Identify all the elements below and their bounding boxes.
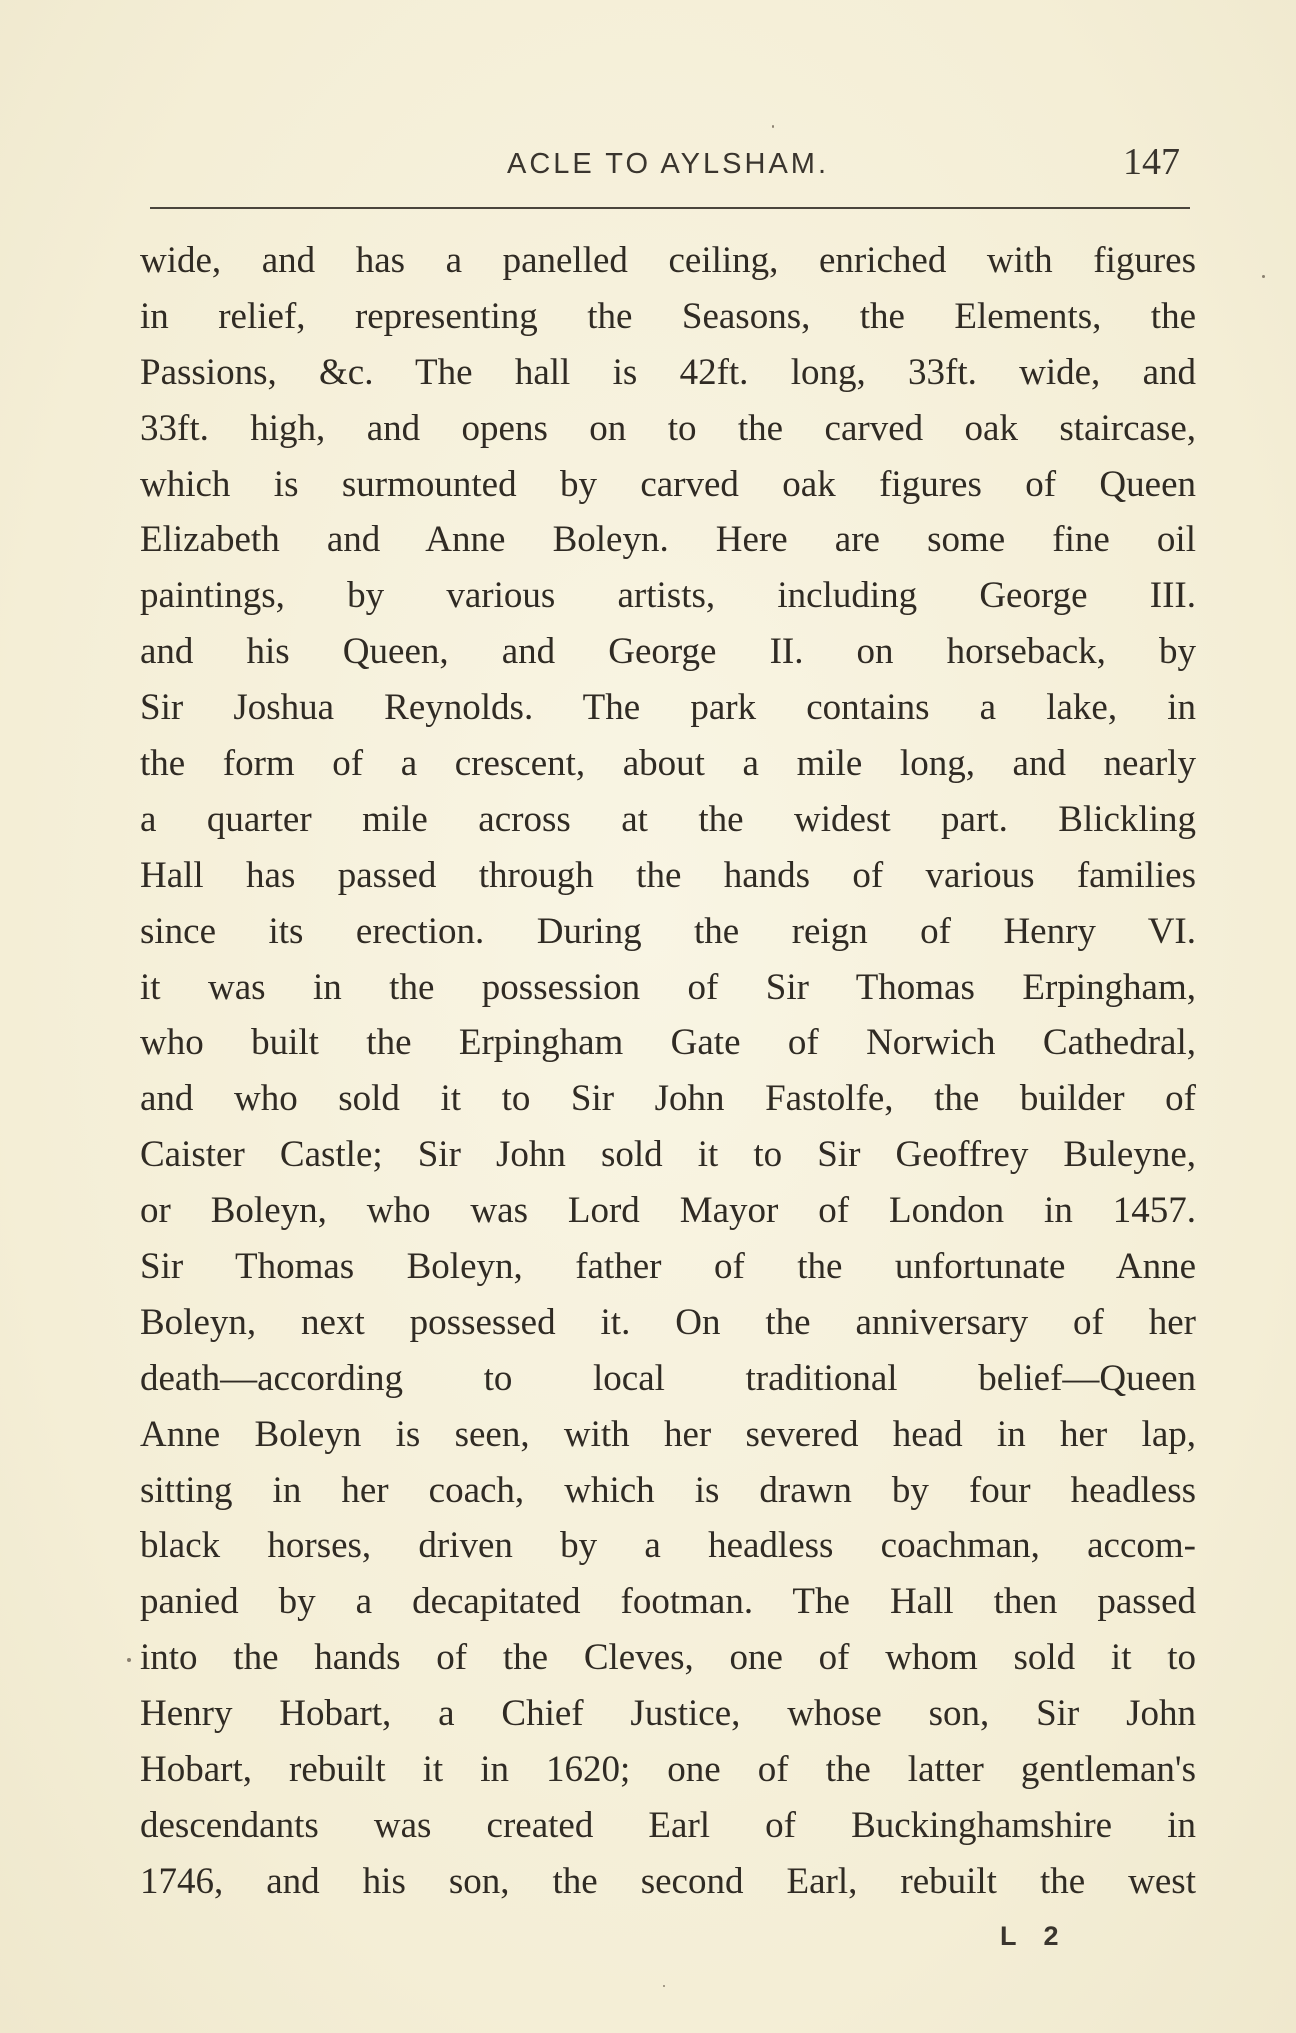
text-line: and who sold it to Sir John Fastolfe, the builder of	[140, 1078, 1196, 1120]
text-line: Anne Boleyn is seen, with her severed head in her lap,	[140, 1413, 1196, 1455]
body-text	[140, 233, 1196, 1910]
text-line: Sir Thomas Boleyn, father of the unfortunate Anne	[140, 1246, 1196, 1288]
text-line: 1746, and his son, the second Earl, rebuilt the west	[140, 1860, 1196, 1902]
paper-speck	[663, 1985, 665, 1987]
text-line: paintings, by various artists, including George III.	[140, 575, 1196, 617]
paper-speck	[772, 125, 774, 128]
text-line: Hobart, rebuilt it in 1620; one of the latter gentleman's	[140, 1749, 1196, 1791]
text-line: who built the Erpingham Gate of Norwich Cathedral,	[140, 1022, 1196, 1064]
text-line: Henry Hobart, a Chief Justice, whose son, Sir John	[140, 1693, 1196, 1735]
text-line: death—according to local traditional belief—Queen	[140, 1357, 1196, 1399]
running-title: ACLE TO AYLSHAM.	[507, 148, 829, 180]
header-rule	[150, 207, 1190, 209]
paper-speck	[1262, 275, 1265, 278]
text-line: 33ft. high, and opens on to the carved oak staircase,	[140, 407, 1196, 449]
text-line: Elizabeth and Anne Boleyn. Here are some fine oil	[140, 519, 1196, 561]
text-line: wide, and has a panelled ceiling, enriched with figures	[140, 240, 1196, 281]
text-line: panied by a decapitated footman. The Hall then passed	[140, 1581, 1196, 1623]
text-line: Hall has passed through the hands of various families	[140, 854, 1196, 896]
text-line: into the hands of the Cleves, one of whom sold it to	[140, 1637, 1196, 1679]
signature-mark: L 2	[1000, 1921, 1069, 1951]
text-line: in relief, representing the Seasons, the Elements, the	[140, 295, 1196, 337]
text-line: black horses, driven by a headless coachman, accom-	[140, 1525, 1196, 1567]
text-line: descendants was created Earl of Buckinghamshire in	[140, 1804, 1196, 1846]
text-line: a quarter mile across at the widest part. Blickling	[140, 798, 1196, 840]
text-line: Caister Castle; Sir John sold it to Sir Geoffrey Buleyne,	[140, 1134, 1196, 1176]
text-line: Sir Joshua Reynolds. The park contains a lake, in	[140, 687, 1196, 729]
text-line: it was in the possession of Sir Thomas Erpingham,	[140, 966, 1196, 1008]
running-head	[140, 140, 1196, 190]
text-line: the form of a crescent, about a mile long, and nearly	[140, 743, 1196, 785]
text-line: and his Queen, and George II. on horseback, by	[140, 631, 1196, 673]
text-line: Passions, &c. The hall is 42ft. long, 33ft. wide, and	[140, 351, 1196, 393]
page-number: 147	[1123, 141, 1180, 183]
text-line: which is surmounted by carved oak figures of Queen	[140, 463, 1196, 505]
text-line: sitting in her coach, which is drawn by four headless	[140, 1469, 1196, 1511]
text-line: since its erection. During the reign of Henry VI.	[140, 910, 1196, 952]
text-line: or Boleyn, who was Lord Mayor of London in 1457.	[140, 1190, 1196, 1232]
paper-speck	[127, 1658, 131, 1662]
text-line: Boleyn, next possessed it. On the anniversary of her	[140, 1301, 1196, 1343]
